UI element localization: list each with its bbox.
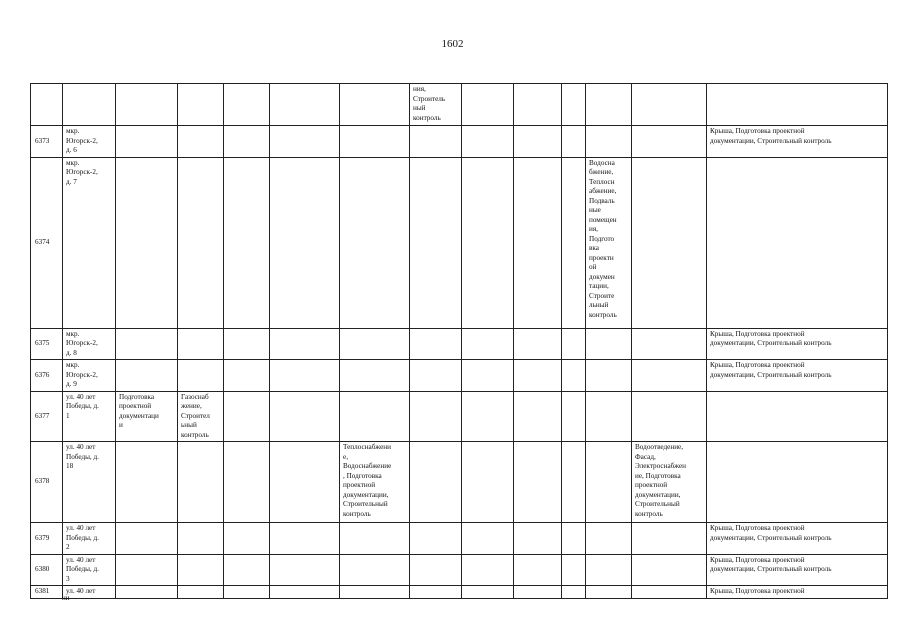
work-type-cell bbox=[562, 391, 586, 442]
work-type-cell bbox=[632, 523, 707, 555]
row-number-cell bbox=[31, 391, 63, 442]
cell-text: 6375 bbox=[35, 339, 50, 347]
work-type-cell bbox=[224, 360, 270, 392]
work-type-cell bbox=[340, 157, 410, 328]
work-type-cell bbox=[410, 126, 462, 158]
work-type-cell bbox=[116, 523, 178, 555]
cell-text: мкр. Югорск-2, д. 8 bbox=[66, 329, 98, 357]
work-type-cell bbox=[340, 391, 410, 442]
cell-text: Подготовка проектной документаци и bbox=[119, 392, 159, 429]
address-cell bbox=[63, 84, 116, 126]
cell-text: ул. 40 лет Победы, д. 3 bbox=[66, 555, 99, 583]
address-cell bbox=[63, 554, 116, 586]
work-type-cell bbox=[340, 328, 410, 360]
cell-text: 6381 bbox=[35, 587, 50, 595]
work-type-cell bbox=[707, 523, 888, 555]
table-row bbox=[31, 586, 888, 599]
work-type-cell bbox=[562, 157, 586, 328]
work-type-cell bbox=[270, 442, 340, 523]
work-type-cell bbox=[270, 328, 340, 360]
work-type-cell bbox=[270, 360, 340, 392]
cell-text: Крыша, Подготовка проектной документации, Строительный контроль bbox=[710, 127, 832, 145]
cell-text: 6378 bbox=[35, 477, 50, 486]
work-type-cell bbox=[562, 523, 586, 555]
work-type-cell bbox=[410, 442, 462, 523]
row-number-cell bbox=[31, 328, 63, 360]
row-number-cell bbox=[31, 554, 63, 586]
work-type-cell bbox=[514, 523, 562, 555]
work-type-cell bbox=[632, 442, 707, 523]
work-type-cell bbox=[514, 442, 562, 523]
work-type-cell bbox=[707, 84, 888, 126]
table-row bbox=[31, 360, 888, 392]
work-type-cell bbox=[586, 360, 632, 392]
work-type-cell bbox=[178, 84, 224, 126]
work-type-cell bbox=[462, 586, 514, 599]
work-type-cell bbox=[224, 586, 270, 599]
table-row bbox=[31, 84, 888, 126]
work-type-cell bbox=[562, 554, 586, 586]
cell-text: ул. 40 лет Победы, д. 2 bbox=[66, 524, 99, 551]
row-number-cell bbox=[31, 84, 63, 126]
work-type-cell bbox=[562, 442, 586, 523]
work-type-cell bbox=[707, 126, 888, 158]
cell-text: Крыша, Подготовка проектной bbox=[710, 587, 805, 595]
work-type-cell bbox=[410, 523, 462, 555]
work-type-cell bbox=[586, 126, 632, 158]
work-type-cell bbox=[410, 328, 462, 360]
work-type-cell bbox=[586, 391, 632, 442]
work-type-cell bbox=[707, 554, 888, 586]
cell-text: ул. 40 лет Победы, д. 1 bbox=[66, 392, 99, 420]
work-type-cell bbox=[224, 84, 270, 126]
work-type-cell bbox=[340, 554, 410, 586]
row-number-cell bbox=[31, 360, 63, 392]
work-type-cell bbox=[462, 442, 514, 523]
table-row bbox=[31, 328, 888, 360]
work-type-cell bbox=[178, 554, 224, 586]
work-type-cell bbox=[340, 523, 410, 555]
repair-schedule-table bbox=[30, 83, 888, 599]
work-type-cell bbox=[116, 554, 178, 586]
work-type-cell bbox=[116, 328, 178, 360]
work-type-cell bbox=[462, 554, 514, 586]
work-type-cell bbox=[632, 126, 707, 158]
work-type-cell bbox=[462, 328, 514, 360]
work-type-cell bbox=[116, 586, 178, 599]
work-type-cell bbox=[632, 586, 707, 599]
work-type-cell bbox=[340, 360, 410, 392]
cell-text: ул. 40 лет Победы, д. 18 bbox=[66, 443, 99, 470]
cell-text: Крыша, Подготовка проектной документации, Строительный контроль bbox=[710, 329, 832, 347]
cell-text: Водосна бжение, Теплосн абжение, Подваль ные помещен ия, Подгото вка проектн ой докумен тации, Строите льный контроль bbox=[589, 158, 617, 319]
row-number-cell bbox=[31, 523, 63, 555]
work-type-cell bbox=[462, 126, 514, 158]
work-type-cell bbox=[632, 360, 707, 392]
page-number: 1602 bbox=[441, 38, 464, 50]
work-type-cell bbox=[178, 126, 224, 158]
work-type-cell bbox=[224, 442, 270, 523]
cell-text: 6373 bbox=[35, 136, 50, 145]
work-type-cell bbox=[632, 554, 707, 586]
work-type-cell bbox=[410, 391, 462, 442]
work-type-cell bbox=[224, 523, 270, 555]
cell-text: 6374 bbox=[35, 237, 50, 246]
work-type-cell bbox=[410, 157, 462, 328]
work-type-cell bbox=[270, 84, 340, 126]
work-type-cell bbox=[410, 84, 462, 126]
address-cell bbox=[63, 360, 116, 392]
work-type-cell bbox=[514, 157, 562, 328]
work-type-cell bbox=[707, 360, 888, 392]
work-type-cell bbox=[224, 157, 270, 328]
work-type-cell bbox=[340, 586, 410, 599]
table-row bbox=[31, 523, 888, 555]
work-type-cell bbox=[562, 360, 586, 392]
cell-text: 6379 bbox=[35, 533, 50, 542]
work-type-cell bbox=[270, 554, 340, 586]
work-type-cell bbox=[514, 126, 562, 158]
cell-text: 6376 bbox=[35, 370, 50, 379]
row-number-cell bbox=[31, 586, 63, 599]
cell-text: Крыша, Подготовка проектной документации, Строительный контроль bbox=[710, 361, 832, 379]
work-type-cell bbox=[586, 328, 632, 360]
work-type-cell bbox=[410, 586, 462, 599]
work-type-cell bbox=[178, 523, 224, 555]
work-type-cell bbox=[514, 360, 562, 392]
footer-note: ни bbox=[62, 594, 70, 602]
work-type-cell bbox=[462, 84, 514, 126]
cell-text: мкр. Югорск-2, д. 6 bbox=[66, 127, 98, 154]
work-type-cell bbox=[562, 84, 586, 126]
work-type-cell bbox=[224, 328, 270, 360]
work-type-cell bbox=[562, 586, 586, 599]
work-type-cell bbox=[340, 84, 410, 126]
work-type-cell bbox=[410, 554, 462, 586]
work-type-cell bbox=[632, 84, 707, 126]
cell-text: 6377 bbox=[35, 411, 50, 420]
work-type-cell bbox=[632, 157, 707, 328]
work-type-cell bbox=[586, 157, 632, 328]
work-type-cell bbox=[586, 84, 632, 126]
address-cell bbox=[63, 126, 116, 158]
cell-text: ул. 40 лет bbox=[66, 587, 96, 595]
work-type-cell bbox=[707, 157, 888, 328]
work-type-cell bbox=[116, 360, 178, 392]
work-type-cell bbox=[178, 360, 224, 392]
work-type-cell bbox=[586, 523, 632, 555]
work-type-cell bbox=[514, 84, 562, 126]
table-row bbox=[31, 442, 888, 523]
work-type-cell bbox=[224, 126, 270, 158]
work-type-cell bbox=[586, 586, 632, 599]
work-type-cell bbox=[586, 442, 632, 523]
address-cell bbox=[63, 157, 116, 328]
address-cell bbox=[63, 586, 116, 599]
work-type-cell bbox=[178, 391, 224, 442]
table-row bbox=[31, 391, 888, 442]
row-number-cell bbox=[31, 157, 63, 328]
work-type-cell bbox=[707, 586, 888, 599]
work-type-cell bbox=[116, 84, 178, 126]
address-cell bbox=[63, 442, 116, 523]
work-type-cell bbox=[340, 126, 410, 158]
work-type-cell bbox=[632, 328, 707, 360]
cell-text: 6380 bbox=[35, 565, 50, 573]
work-type-cell bbox=[562, 126, 586, 158]
table-row bbox=[31, 126, 888, 158]
work-type-cell bbox=[514, 328, 562, 360]
table-row bbox=[31, 157, 888, 328]
work-type-cell bbox=[116, 391, 178, 442]
cell-text: ния, Строитель ный контроль bbox=[413, 85, 446, 122]
cell-text: Газоснаб жение, Строител ьный контроль bbox=[181, 392, 210, 439]
row-number-cell bbox=[31, 126, 63, 158]
work-type-cell bbox=[462, 523, 514, 555]
work-type-cell bbox=[586, 554, 632, 586]
cell-text: Крыша, Подготовка проектной документации, Строительный контроль bbox=[710, 524, 832, 542]
work-type-cell bbox=[707, 391, 888, 442]
work-type-cell bbox=[462, 157, 514, 328]
work-type-cell bbox=[514, 391, 562, 442]
cell-text: Водоотведение, Фасад, Электроснабжен ие, Подготовка проектной документации, Строительный контроль bbox=[635, 443, 687, 518]
work-type-cell bbox=[178, 586, 224, 599]
work-type-cell bbox=[270, 126, 340, 158]
work-type-cell bbox=[116, 442, 178, 523]
cell-text: мкр. Югорск-2, д. 9 bbox=[66, 361, 98, 388]
work-type-cell bbox=[178, 157, 224, 328]
work-type-cell bbox=[707, 442, 888, 523]
work-type-cell bbox=[224, 391, 270, 442]
work-type-cell bbox=[116, 157, 178, 328]
cell-text: Теплоснабжени е, Водоснабжение , Подготовка проектной документации, Строительный контроль bbox=[343, 443, 392, 518]
work-type-cell bbox=[116, 126, 178, 158]
work-type-cell bbox=[410, 360, 462, 392]
work-type-cell bbox=[224, 554, 270, 586]
table-row bbox=[31, 554, 888, 586]
address-cell bbox=[63, 328, 116, 360]
work-type-cell bbox=[178, 328, 224, 360]
work-type-cell bbox=[270, 157, 340, 328]
work-type-cell bbox=[514, 554, 562, 586]
work-type-cell bbox=[270, 523, 340, 555]
work-type-cell bbox=[632, 391, 707, 442]
work-type-cell bbox=[270, 586, 340, 599]
work-type-cell bbox=[514, 586, 562, 599]
address-cell bbox=[63, 523, 116, 555]
cell-text: Крыша, Подготовка проектной документации, Строительный контроль bbox=[710, 555, 832, 573]
work-type-cell bbox=[462, 360, 514, 392]
work-type-cell bbox=[340, 442, 410, 523]
work-type-cell bbox=[707, 328, 888, 360]
row-number-cell bbox=[31, 442, 63, 523]
address-cell bbox=[63, 391, 116, 442]
work-type-cell bbox=[562, 328, 586, 360]
work-type-cell bbox=[270, 391, 340, 442]
work-type-cell bbox=[178, 442, 224, 523]
work-type-cell bbox=[462, 391, 514, 442]
cell-text: мкр. Югорск-2, д. 7 bbox=[66, 158, 98, 186]
